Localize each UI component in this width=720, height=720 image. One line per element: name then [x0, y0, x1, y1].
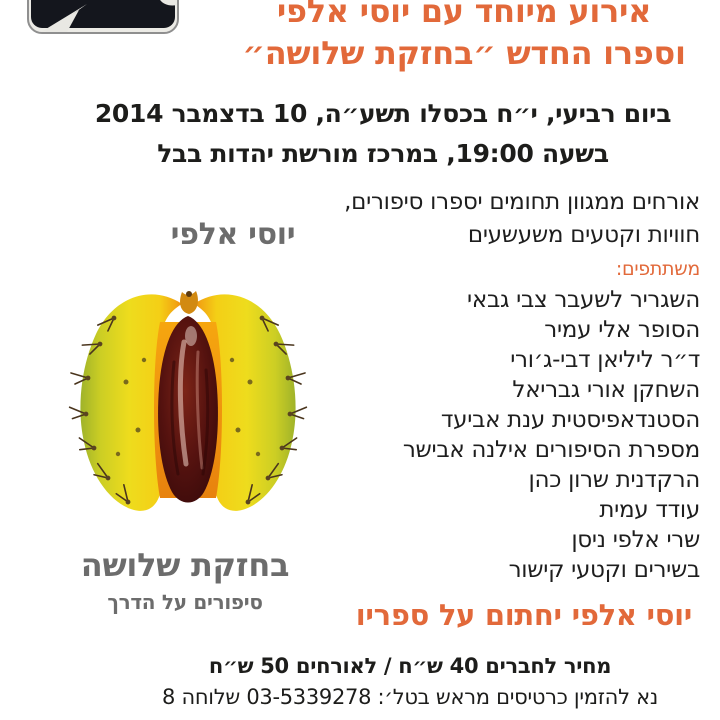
- event-details: [23, 94, 720, 174]
- book-title: בחזקת שלושה: [80, 546, 290, 584]
- participant-item: השחקן אורי גבריאל: [512, 377, 700, 403]
- headline: [210, 0, 718, 74]
- cropped-photo-fragment: [27, 0, 179, 36]
- book-signing-line: יוסי אלפי יחתום על ספריו: [355, 598, 692, 632]
- participants-label: משתתפים:: [615, 258, 700, 280]
- book-author-name: יוסי אלפי: [170, 217, 296, 252]
- book-subtitle: סיפורים על הדרך: [107, 590, 263, 614]
- participant-item: השגריר לשעבר צבי גבאי: [467, 287, 700, 313]
- price-line: מחיר לחברים 40 ש״ח / לאורחים 50 ש״ח: [208, 654, 612, 678]
- booking-line: נא להזמין כרטיסים מראש בטל׳: 03-5339278 שלוחה 8: [162, 685, 658, 709]
- event-date-line: ביום רביעי, י״ח בכסלו תשע״ה, 10 בדצמבר 2014: [94, 99, 672, 128]
- program-intro-line2: חוויות וקטעים משעשעים: [467, 222, 700, 248]
- participant-item: הסטנדאפיסטית ענת אביעד: [440, 407, 700, 433]
- photo-fragment-image: [27, 0, 179, 36]
- participant-item: הסופר אלי עמיר: [544, 317, 700, 343]
- event-time-place-line: בשעה 19:00, במרכז מורשת יהדות בבל: [157, 139, 609, 168]
- participant-item: מספרת הסיפורים אילנה אבישר: [402, 437, 700, 463]
- participant-item: ד״ר ליליאן דבי-ג׳ורי: [510, 347, 700, 373]
- program-intro-line1: אורחים ממגוון תחומים יספרו סיפורים,: [344, 189, 700, 215]
- participant-item: עודד עמית: [599, 497, 700, 523]
- footer: [100, 651, 720, 713]
- program-section: [230, 186, 700, 585]
- headline-line2: וספרו החדש ״בחזקת שלושה״: [242, 34, 686, 72]
- participant-item: שרי אלפי ניסן: [571, 527, 700, 553]
- headline-line1: אירוע מיוחד עם יוסי אלפי: [276, 0, 652, 30]
- program-closing-line: בשירים וקטעי קישור: [508, 557, 700, 583]
- participant-item: הרקדנית שרון כהן: [528, 467, 700, 493]
